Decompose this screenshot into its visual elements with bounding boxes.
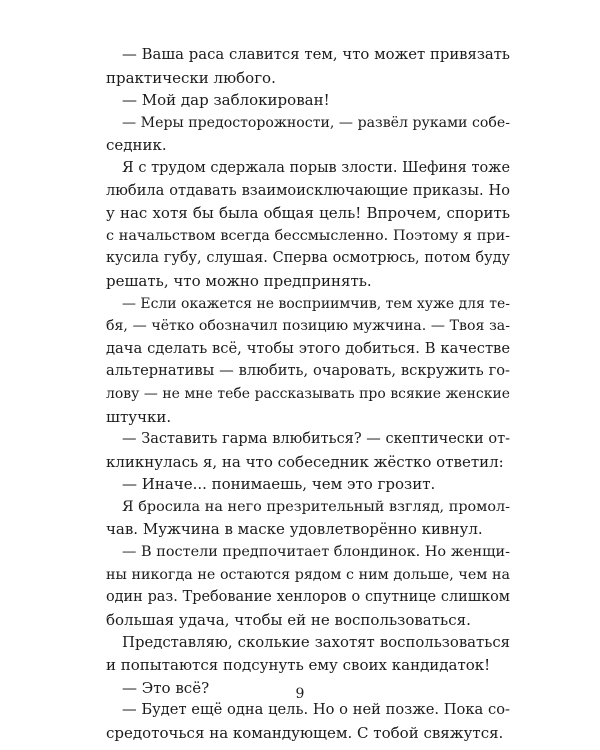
text-line: Я с трудом сдержала порыв злости. Шефиня тоже: [122, 159, 510, 176]
text-line: — Если окажется не восприимчив, тем хуже для те-: [122, 295, 510, 312]
text-line: дача сделать всё, чтобы этого добиться. В качестве: [106, 339, 510, 357]
text-line: — Мой дар заблокирован!: [122, 91, 330, 110]
text-line: лову — не мне тебе рассказывать про всякие женские: [106, 385, 510, 402]
body-text: [106, 44, 510, 744]
text-line: один раз. Требование хенлоров о спутнице слишком: [106, 589, 510, 606]
text-line: кликнулась я, на что собеседник жёстко ответил:: [106, 452, 504, 471]
text-line: с начальством всегда бессмысленно. Поэтому я при-: [106, 227, 510, 244]
text-line: кусила губу, слушая. Сперва осмотрюсь, потом буду: [106, 250, 510, 267]
text-line: средоточься на командующем. С тобой свяжутся.: [106, 723, 504, 742]
text-line: — Заставить гарма влюбиться? — скептически от-: [122, 431, 510, 448]
page-number: 9: [295, 686, 305, 702]
text-line: Представляю, сколькие захотят воспользоваться: [122, 633, 510, 652]
text-line: — Это всё?: [122, 678, 210, 697]
text-line: большая удача, чтобы ей не воспользоваться.: [106, 610, 471, 629]
text-line: и попытаются подсунуть ему своих кандидаток!: [106, 656, 491, 675]
text-line: — Иначе... понимаешь, чем это грозит.: [122, 475, 436, 494]
text-line: у нас хотя бы была общая цель! Впрочем, спорить: [106, 204, 510, 223]
text-line: — В постели предпочитает блондинок. Но женщи-: [122, 544, 510, 561]
text-line: любила отдавать взаимоисключающие приказы. Но: [106, 181, 510, 199]
text-line: решать, что можно предпринять.: [106, 271, 372, 290]
text-line: — Ваша раса славится тем, что может привязать: [122, 46, 510, 63]
text-line: практически любого.: [106, 68, 276, 87]
text-line: седник.: [106, 136, 167, 155]
text-line: альтернативы — влюбить, очаровать, вскружить го-: [106, 362, 510, 380]
text-line: ны никогда не остаются рядом с ним дольше, чем на: [106, 566, 510, 583]
text-line: чав. Мужчина в маске удовлетворённо кивнул.: [106, 520, 483, 539]
text-line: Я бросила на него презрительный взгляд, промол-: [122, 498, 510, 515]
text-line: — Будет ещё одна цель. Но о ней позже. Пока со-: [122, 701, 510, 719]
text-line: штучки.: [106, 407, 172, 426]
text-line: бя, — чётко обозначил позицию мужчина. — Твоя за-: [106, 318, 510, 335]
text-line: — Меры предосторожности, — развёл руками собе-: [122, 114, 510, 131]
